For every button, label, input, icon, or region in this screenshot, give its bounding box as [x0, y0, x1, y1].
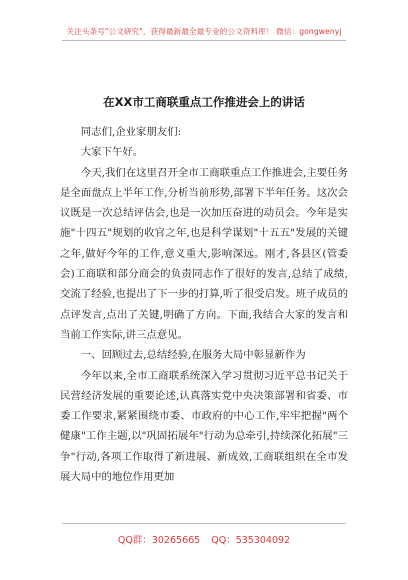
document-title: 在XX市工商联重点工作推进会上的讲话 [103, 95, 305, 109]
section-body-paragraph: 今年以来,全市工商联系统深入学习贯彻习近平总书记关于民营经济发展的重要论述,认真落实党中央决策部署和省委、市委工作要求,紧紧围绕市委、市政府的中心工作,牢牢把握"两个健康"工作主题,以"巩固拓展年"行动为总牵引,持续深化拓展"三争"行动,各项工作取得了新进展、新成效,工商联组织在全市发展大局中的地位作用更加 [60, 369, 348, 484]
intro-paragraph: 今天,我们在这里召开全市工商联重点工作推进会,主要任务是全面盘点上半年工作,分析当前形势,部署下半年任务。这次会议既是一次总结评估会,也是一次加压奋进的动员会。今年是实施"十四五"规划的收官之年,也是科学谋划"十五五"发展的关键之年,做好今年的工作,意义重大,影响深远。刚才,各县区(管委会)工商联和部分商会的负责同志作了很好的发言,总结了成绩,交流了经验,也提出了下一步的打算,听了很受启发。班子成员的点评发言,点出了关键,明确了方向。下面,我结合大家的发言和当前工作实际,讲三点意见。 [60, 166, 348, 341]
section-heading: 一、回顾过去,总结经验,在服务大局中彰显新作为 [80, 349, 306, 362]
footer-contact [0, 532, 408, 546]
header-divider [62, 40, 346, 41]
qq-group-text: QQ群：30265665 [117, 535, 201, 546]
qq-text: QQ：535304092 [211, 535, 291, 546]
greeting-paragraph: 大家下午好。 [80, 146, 144, 159]
header-banner: 关注头条号"公文研究"，获得最新最全最专业的公文资料库！ 微信：gongwenyj [66, 27, 342, 36]
salutation-paragraph: 同志们,企业家朋友们: [80, 126, 182, 138]
footer-divider [62, 523, 346, 524]
document-body [60, 122, 348, 487]
